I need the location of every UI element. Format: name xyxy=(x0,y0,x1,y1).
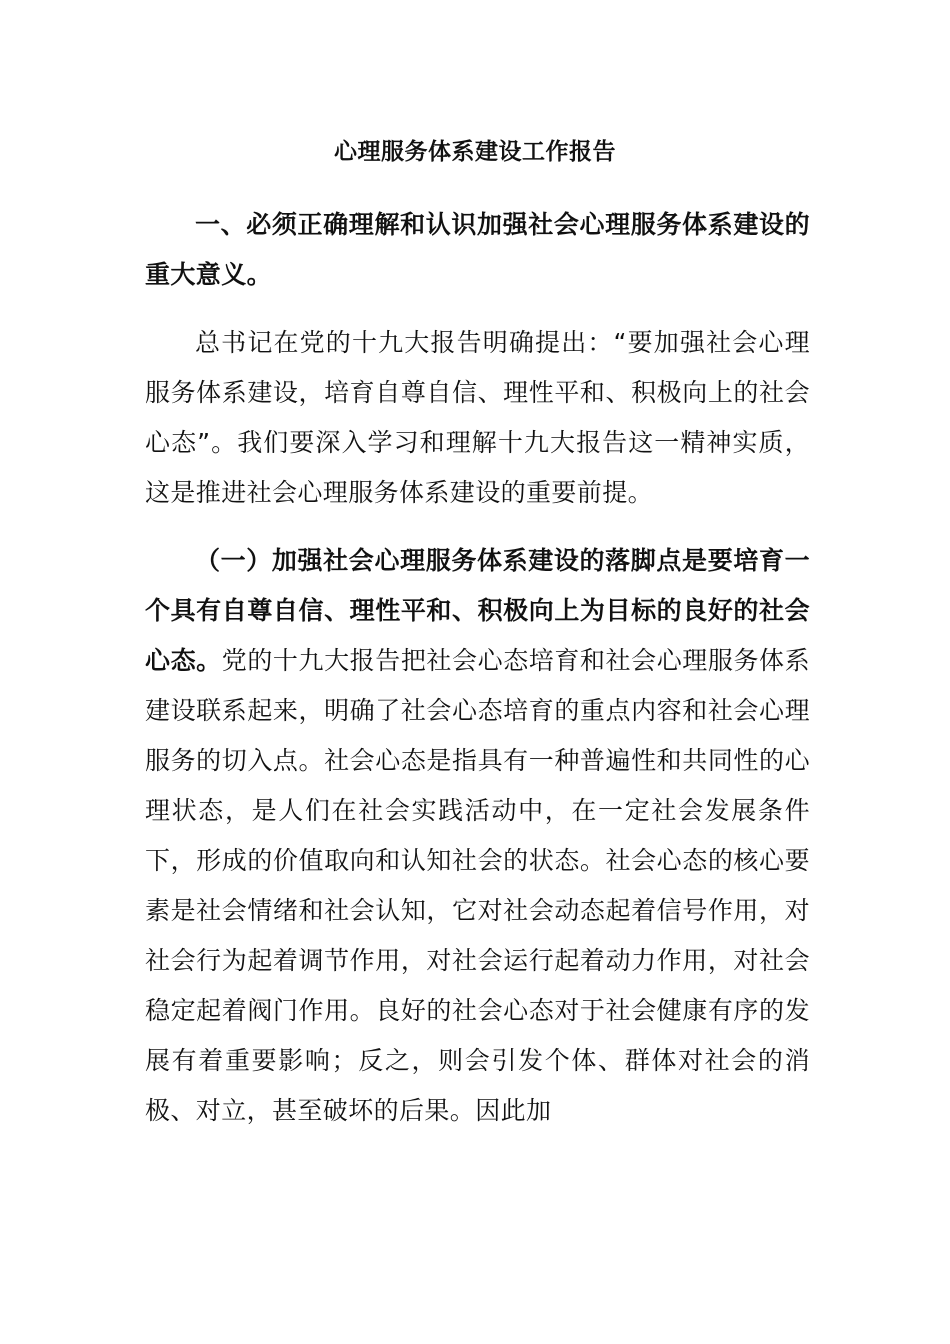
body-paragraph-2-text: 党的十九大报告把社会心态培育和社会心理服务体系建设联系起来，明确了社会心态培育的重点内容和社会心理服务的切入点。社会心态是指具有一种普遍性和共同性的心理状态，是人们在社会实践活动中，在一定社会发展条件下，形成的价值取向和认知社会的状态。社会心态的核心要素是社会情绪和社会认知，它对社会动态起着信号作用，对社会行为起着调节作用，对社会运行起着动力作用，对社会稳定起着阀门作用。良好的社会心态对于社会健康有序的发展有着重要影响；反之，则会引发个体、群体对社会的消极、对立，甚至破坏的后果。因此加 xyxy=(145,646,811,1125)
document-title: 心理服务体系建设工作报告 xyxy=(334,139,616,165)
subsection-heading: （一）加强社会心理服务体系建设的落脚点是要培育一个具有自尊自信、理性平和、积极向上为目标的良好的社会心态。 xyxy=(145,546,810,675)
body-paragraph-2 xyxy=(145,536,810,1136)
document-body xyxy=(145,200,810,1136)
body-paragraph-1: 总书记在党的十九大报告明确提出：“要加强社会心理服务体系建设，培育自尊自信、理性平和、积极向上的社会心态”。我们要深入学习和理解十九大报告这一精神实质，这是推进社会心理服务体系建设的重要前提。 xyxy=(145,328,810,507)
section-heading: 一、必须正确理解和认识加强社会心理服务体系建设的重大意义。 xyxy=(145,210,810,289)
